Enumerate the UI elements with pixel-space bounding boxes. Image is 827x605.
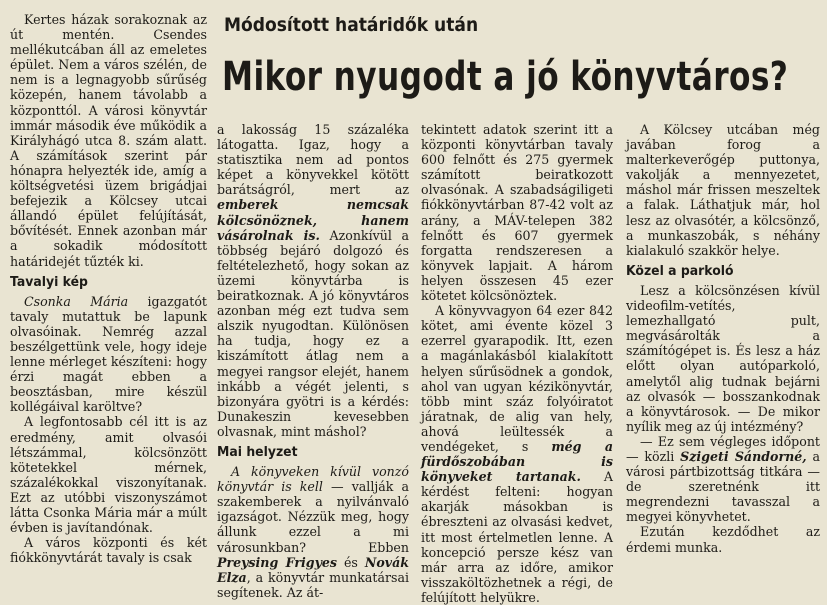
col3-paragraph-1: tekintett adatok szerint itt a központi könyvtárban tavaly 600 felnőtt és 275 gyermek számított beiratkozott olvasónak. A szabadságiligeti fiókkönyvtárban 87-42 volt az arány, a MÁV-telepen 382 felnőtt és 607 gyermek forgatta rendszeresen a könyvek lapjait. A három helyen összesen 45 ezer kötetet kölcsönöztek.: [421, 122, 613, 304]
col4-paragraph-4: Ezután kezdődhet az érdemi munka.: [626, 524, 820, 555]
col4-paragraph-3: [626, 434, 820, 525]
col3-paragraph-2-text: A könyvvagyon 64 ezer 842 kötet, ami évente közel 3 ezerrel gyarapodik. Itt, ezen a magánlakásból kialakított helyen sűrűsödnek a gondok, ahol van ugyan kézikönyvtár, több mint száz folyóiratot járatnak, de alig van hely, ahová leültessék a vendégeket, s: [421, 303, 613, 454]
col3-emphasis: még a fürdőszobában is könyveket tartanak.: [421, 438, 613, 485]
col2-quote: A könyveken kívül vonzó könyvtár is kell: [217, 464, 409, 495]
conjunction: és: [337, 554, 365, 570]
col4-paragraph-2: Lesz a kölcsönzésen kívül videofilm-vetítés, lemezhallgató pult, megvásárolták a számítógépet is. És lesz a ház előtt olyan autóparkoló, amelytől alig tudnak bejárni az olvasók — bosszankodnak a könyvtárosok. — De mikor nyílik meg az új intézmény?: [626, 282, 820, 434]
column-4: [626, 122, 820, 555]
person-name: Csonka Mária: [24, 293, 129, 309]
col2-paragraph-1: [217, 122, 409, 439]
column-2: [217, 122, 409, 600]
person-name: Novák Elza: [217, 554, 409, 585]
col2-paragraph-1-text-a: a lakosság 15 százaléka látogatta. Igaz, hogy a statisztika nem ad pontos képet a könyvekkel kötött barátságról, mert az: [217, 122, 409, 198]
col4-paragraph-3-text-b: a városi pártbizottság titkára — de szeretnénk itt megrendezni tavasszal a megyei könyvhetet.: [626, 448, 820, 525]
subhead-mai-helyzet: Mai helyzet: [217, 443, 298, 460]
col2-paragraph-2-text: — vallják a szakemberek a nyilvánvaló igazságot. Nézzük meg, hogy állunk ezzel a mi városunkban? Ebben: [217, 479, 409, 555]
col4-paragraph-3-text-a: — Ez sem végleges időpont — közli: [626, 433, 820, 464]
col3-paragraph-2-end: A kérdést felteni: hogyan akarják másokban is ébreszteni az olvasási kedvet, itt most értelmetlen lenne. A koncepció persze kész van már arra az időre, amikor visszaköltözhetnek a régi, de felújított helyükre.: [421, 469, 613, 605]
person-name: Szigeti Sándorné,: [680, 448, 807, 464]
subhead-tavalyi-kep: Tavalyi kép: [10, 273, 88, 290]
col2-paragraph-2-end: , a könyvtár munkatársai segítenek. Az át-: [217, 569, 409, 600]
col3-paragraph-2: [421, 303, 613, 605]
subhead-kozel-a-parkolo: Közel a parkoló: [626, 262, 734, 279]
article-kicker: Módosított határidők után: [224, 14, 479, 36]
col1-paragraph-4: A város központi és két fiókkönyvtárát tavaly is csak: [10, 535, 207, 566]
col4-paragraph-1: A Kölcsey utcában még javában forog a malterkeverőgép puttonya, vakolják a mennyezetet, máshol már frissen meszeltek a falak. Láthatjuk már, hol lesz az olvasótér, a kölcsönző, a munkaszobák, s néhány kialakuló szakkör helye.: [626, 122, 820, 258]
article-headline: Mikor nyugodt a jó könyvtáros?: [222, 54, 789, 100]
col1-paragraph-3: A legfontosabb cél itt is az eredmény, amit olvasói létszámmal, kölcsönzött kötetekkel mérnek, százalékokkal viszonyítanak. Ezt az utóbbi viszonyszámot látta Csonka Mária már a múlt évben is javítandónak.: [10, 414, 207, 536]
col2-paragraph-1-text-b: Azonkívül a többség bejáró dolgozó és feltételezhető, hogy sokan az üzemi könyvtárba is beiratkoznak. A jó könyvtáros azonban még ezt tudva sem alszik nyugodtan. Különösen ha tudja, hogy ez a kiszámított átlag nem a megyei rangsor elejét, hanem inkább a végét jelenti, s bizonyára gyötri is a kérdés: Dunakeszin kevesebben olvasnak, mint máshol?: [217, 227, 409, 439]
col1-paragraph-2: [10, 294, 207, 415]
person-name: Preysing Frigyes: [217, 554, 337, 570]
column-1: [10, 12, 207, 565]
col1-paragraph-2-text: igazgatót tavaly mutattuk be lapunk olvasóinak. Nemrég azzal beszélgettünk vele, hogy ideje lenne mérleget készíteni: hogy érzi magát ebben a beosztásban, mire készül kollégáival karöltve?: [10, 293, 207, 415]
col2-emphasis: emberek nemcsak kölcsönöznek, hanem vásárolnak is.: [217, 197, 409, 243]
col2-paragraph-2: [217, 464, 409, 600]
col1-paragraph-1: Kertes házak sorakoznak az út mentén. Csendes mellékutcában áll az emeletes épület. Nem a város szélén, de nem is a legnagyobb sűrűség közepén, hanem távolabb a központtól. A városi könyvtár immár második éve működik a Királyhágó utca 8. szám alatt. A számítások szerint pár hónapra helyezték ide, amíg a költségvetési üzem brigádjai befejezik a Kölcsey utcai állandó épület felújítását, bővítését. Ennek azonban már a sokadik módosított határidejét tűzték ki.: [10, 12, 207, 269]
